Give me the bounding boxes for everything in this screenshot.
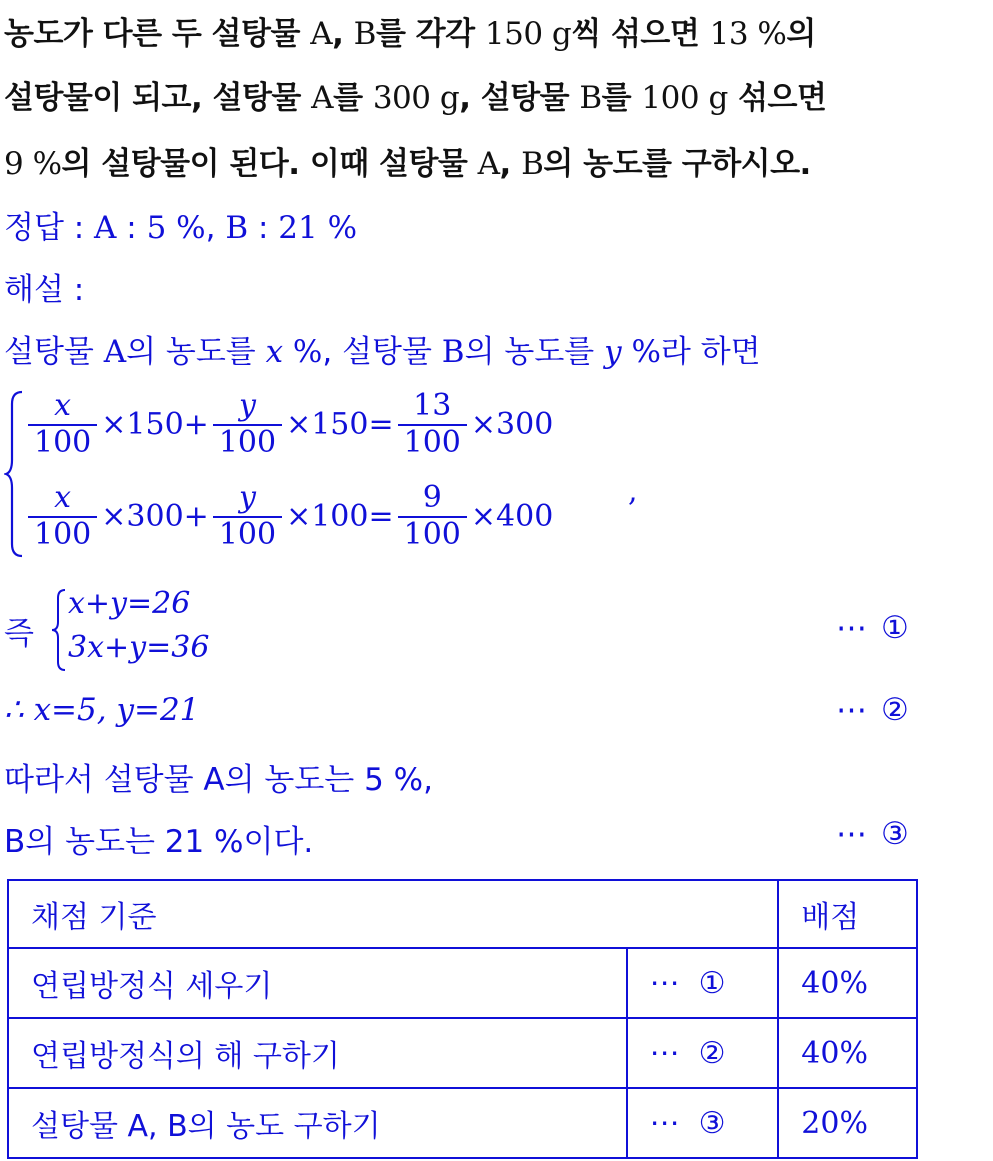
points-cell: 40% bbox=[778, 948, 917, 1018]
fraction: $\frac{x}{100}$ bbox=[28, 388, 97, 460]
system-line-1: x+y=26 bbox=[68, 586, 191, 621]
table-row bbox=[8, 948, 917, 1018]
grading-table bbox=[7, 879, 918, 1159]
question-line-1: 농도가 다른 두 설탕물 A, B를 각각 150 g씩 섞으면 13 %의 bbox=[4, 16, 816, 52]
equation-comma: , bbox=[628, 474, 638, 509]
table-row bbox=[8, 1018, 917, 1088]
points-cell: 20% bbox=[778, 1088, 917, 1158]
criterion-cell: 설탕물 A, B의 농도 구하기 bbox=[8, 1088, 627, 1158]
table-row bbox=[8, 1088, 917, 1158]
table-header-row bbox=[8, 880, 917, 948]
fraction: $\frac{x}{100}$ bbox=[28, 480, 97, 552]
criterion-cell: 연립방정식의 해 구하기 bbox=[8, 1018, 627, 1088]
conclusion-line-1: 따라서 설탕물 A의 농도는 5 %, bbox=[4, 762, 433, 798]
system-line-2: 3x+y=36 bbox=[68, 630, 210, 665]
step-marker-2: ⋯ ② bbox=[836, 692, 909, 728]
therefore-line: ∴ x=5, y=21 bbox=[4, 692, 200, 728]
fraction: $\frac{y}{100}$ bbox=[213, 480, 282, 552]
points-cell: 40% bbox=[778, 1018, 917, 1088]
header-points: 배점 bbox=[778, 880, 917, 948]
step-marker-1: ⋯ ① bbox=[836, 610, 909, 646]
answer-line: 정답 : A : 5 %, B : 21 % bbox=[4, 210, 358, 246]
fraction: $\frac{9}{100}$ bbox=[398, 480, 467, 552]
marker-cell: ⋯ ③ bbox=[627, 1088, 779, 1158]
equation-row-2: $\frac{x}{100}$ ×300+ $\frac{y}{100}$ ×100= $\frac{9}{100}$ ×400 bbox=[26, 480, 555, 552]
marker-cell: ⋯ ① bbox=[627, 948, 779, 1018]
conclusion-line-2: B의 농도는 21 %이다. bbox=[4, 824, 314, 860]
explanation-label: 해설 : bbox=[4, 272, 85, 308]
header-criteria: 채점 기준 bbox=[8, 880, 778, 948]
left-brace bbox=[4, 388, 26, 560]
question-line-3: 9 %의 설탕물이 된다. 이때 설탕물 A, B의 농도를 구하시오. bbox=[4, 146, 811, 182]
question-line-2: 설탕물이 되고, 설탕물 A를 300 g, 설탕물 B를 100 g 섞으면 bbox=[4, 80, 827, 116]
left-brace bbox=[50, 588, 68, 672]
criterion-cell: 연립방정식 세우기 bbox=[8, 948, 627, 1018]
explanation-intro: 설탕물 A의 농도를 x %, 설탕물 B의 농도를 y %라 하면 bbox=[4, 334, 761, 370]
fraction: $\frac{y}{100}$ bbox=[213, 388, 282, 460]
fraction: $\frac{13}{100}$ bbox=[398, 388, 467, 460]
step-marker-3: ⋯ ③ bbox=[836, 816, 909, 852]
equation-row-1: $\frac{x}{100}$ ×150+ $\frac{y}{100}$ ×150= $\frac{13}{100}$ ×300 bbox=[26, 388, 555, 460]
marker-cell: ⋯ ② bbox=[627, 1018, 779, 1088]
